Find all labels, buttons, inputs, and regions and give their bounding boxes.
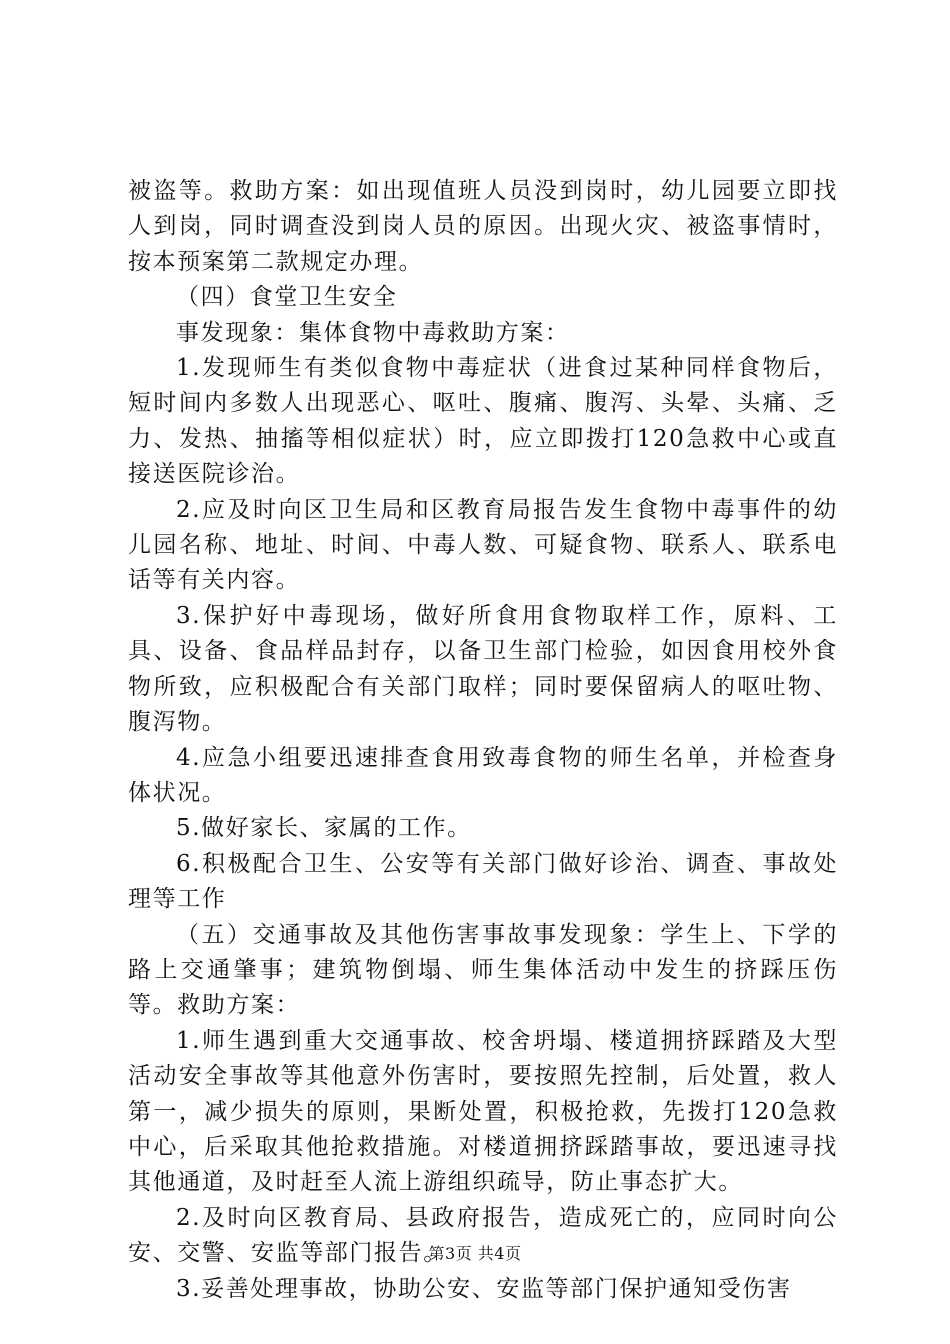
page-footer	[0, 1244, 950, 1264]
page-number: 第3页 共4页	[428, 1244, 522, 1263]
list-item-1: 1.发现师生有类似食物中毒症状（进食过某种同样食物后，短时间内多数人出现恶心、呕吐、腹痛、腹泻、头晕、头痛、乏力、发热、抽搐等相似症状）时，应立即拨打120急救中心或直接送医院诊治。	[128, 355, 838, 488]
paragraph-continuation: 被盗等。救助方案：如出现值班人员没到岗时，幼儿园要立即找人到岗，同时调查没到岗人员的原因。出现火灾、被盗事情时，按本预案第二款规定办理。	[128, 178, 838, 275]
list-item-5: 5.做好家长、家属的工作。	[176, 815, 472, 842]
section-heading-canteen-safety: （四）食堂卫生安全	[176, 284, 398, 311]
list-item-2: 2.及时向区教育局、县政府报告，造成死亡的，应同时向公安、交警、安监等部门报告。	[128, 1204, 838, 1267]
section-heading-traffic-accidents: （五）交通事故及其他伤害事故事发现象：学生上、下学的路上交通肇事；建筑物倒塌、师生集体活动中发生的挤踩压伤等。救助方案：	[128, 921, 838, 1019]
list-item-2: 2.应及时向区卫生局和区教育局报告发生食物中毒事件的幼儿园名称、地址、时间、中毒人数、可疑食物、联系人、联系电话等有关内容。	[128, 496, 838, 594]
list-item-6: 6.积极配合卫生、公安等有关部门做好诊治、调查、事故处理等工作	[128, 850, 838, 913]
paragraph-incident-food-poisoning: 事发现象：集体食物中毒救助方案：	[176, 319, 570, 346]
list-item-3: 3.保护好中毒现场，做好所食用食物取样工作，原料、工具、设备、食品样品封存，以备卫生部门检验，如因食用校外食物所致，应积极配合有关部门取样；同时要保留病人的呕吐物、腹泻物。	[128, 602, 838, 736]
document-body	[128, 174, 838, 1307]
list-item-4: 4.应急小组要迅速排查食用致毒食物的师生名单，并检查身体状况。	[128, 744, 838, 806]
list-item-3: 3.妥善处理事故，协助公安、安监等部门保护通知受伤害	[176, 1275, 792, 1302]
list-item-1: 1.师生遇到重大交通事故、校舍坍塌、楼道拥挤踩踏及大型活动安全事故等其他意外伤害时，要按照先控制，后处置，救人第一，减少损失的原则，果断处置，积极抢救，先拨打120急救中心，后采取其他抢救措施。对楼道拥挤踩踏事故，要迅速寻找其他通道，及时赶至人流上游组织疏导，防止事态扩大。	[128, 1027, 838, 1196]
